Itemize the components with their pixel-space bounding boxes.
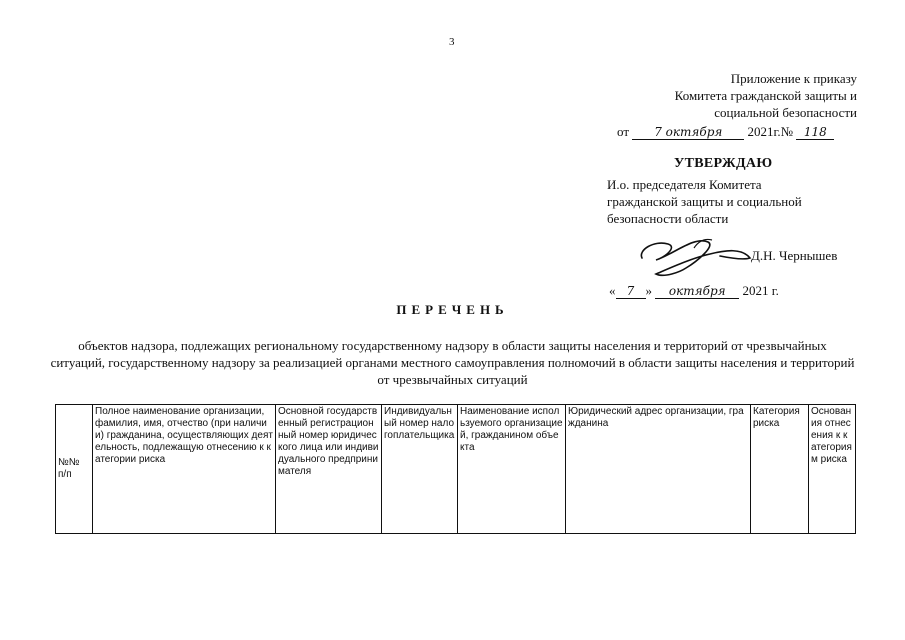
header-object-name: Наименование используемого организацией, гражданином объекта xyxy=(458,405,566,534)
order-number-handwritten: 118 xyxy=(796,125,834,140)
header-risk-category: Категория риска xyxy=(751,405,809,534)
order-prefix: от xyxy=(617,124,630,139)
header-row-number: №№ п/п xyxy=(56,405,93,534)
date-close-quote: » xyxy=(645,283,652,298)
order-date-handwritten: 7 октября xyxy=(632,125,744,140)
approval-date xyxy=(609,283,779,299)
objects-register-table xyxy=(55,404,856,534)
approval-position-line-1: И.о. председателя Комитета xyxy=(607,177,762,192)
approval-day-handwritten: 7 xyxy=(616,284,646,299)
appendix-block xyxy=(557,70,857,121)
signer-name: Д.Н. Чернышев xyxy=(751,248,838,263)
order-number-prefix: № xyxy=(780,124,794,139)
appendix-line-3: социальной безопасности xyxy=(714,105,857,120)
order-year: 2021г. xyxy=(747,124,781,139)
approval-year: 2021 г. xyxy=(742,283,779,298)
approval-position xyxy=(607,176,867,227)
approval-title: УТВЕРЖДАЮ xyxy=(674,156,773,171)
approval-position-line-2: гражданской защиты и социальной xyxy=(607,194,802,209)
approval-position-line-3: безопасности области xyxy=(607,211,729,226)
header-organization-name: Полное наименование организации, фамилия, имя, отчество (при наличии) гражданина, осуществляющих деятельность, подлежащую отнесению к категории риска xyxy=(93,405,276,534)
header-risk-grounds: Основания отнесения к категориям риска xyxy=(809,405,856,534)
appendix-line-1: Приложение к приказу xyxy=(730,71,857,86)
appendix-line-2: Комитета гражданской защиты и xyxy=(674,88,857,103)
table-header-row xyxy=(56,405,856,534)
document-title: ПЕРЕЧЕНЬ xyxy=(396,302,509,317)
order-reference xyxy=(617,124,834,140)
header-inn: Индивидуальный номер налогоплательщика xyxy=(382,405,458,534)
date-open-quote: « xyxy=(609,283,616,298)
page-number: 3 xyxy=(449,36,455,48)
approval-month-handwritten: октября xyxy=(655,284,739,299)
header-ogrn: Основной государственный регистрационный номер юридического лица или индивидуального предпринимателя xyxy=(276,405,382,534)
header-legal-address: Юридический адрес организации, гражданина xyxy=(566,405,751,534)
document-subtitle: объектов надзора, подлежащих региональному государственному надзору в области защиты населения и территорий от чрезвычайных ситуаций, государственному надзору за реализацией органами местного самоуправления полномочий в области защиты населения и территорий от чрезвычайных ситуаций xyxy=(50,338,855,387)
handwritten-signature xyxy=(634,228,754,280)
